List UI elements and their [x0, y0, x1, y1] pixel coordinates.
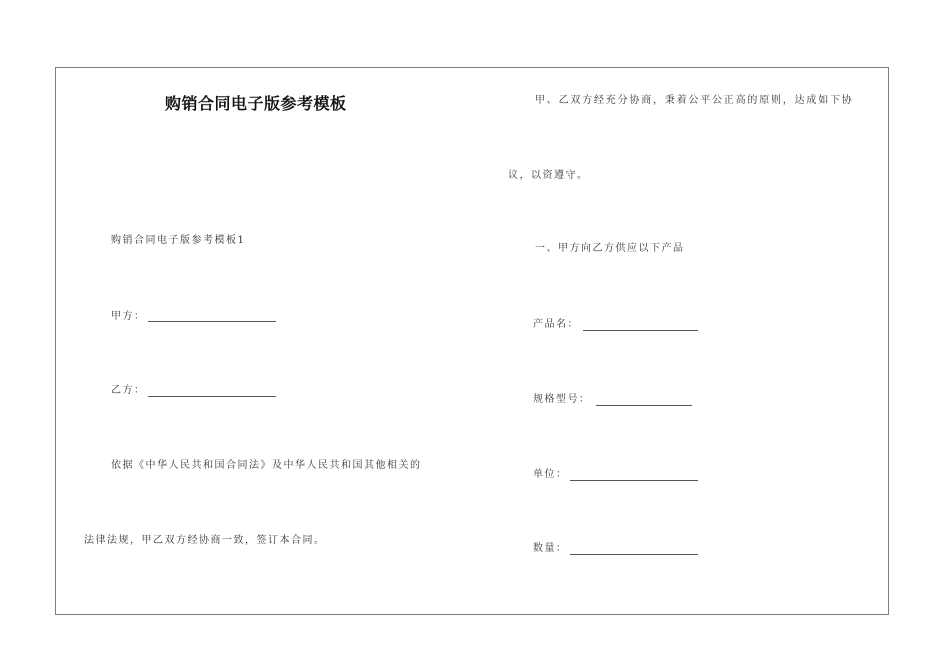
- spec-model-blank: [596, 405, 692, 406]
- principle-text-line1: 甲、乙双方经充分协商，秉着公平公正高的原则，达成如下协: [535, 95, 854, 106]
- unit-blank: [570, 480, 698, 481]
- party-a-label: 甲方：: [111, 311, 146, 322]
- party-a-blank: [148, 321, 276, 322]
- party-b-label: 乙方：: [111, 385, 146, 396]
- subtitle: 购销合同电子版参考模板1: [111, 235, 246, 246]
- party-b-blank: [148, 396, 276, 397]
- quantity-blank: [570, 554, 698, 555]
- spec-model-label: 规格型号：: [533, 394, 591, 405]
- basis-text-line1: 依据《中华人民共和国合同法》及中华人民共和国其他相关的: [111, 460, 422, 471]
- product-name-label: 产品名：: [533, 319, 579, 330]
- page-border: [55, 67, 889, 615]
- quantity-label: 数量：: [533, 543, 568, 554]
- document-title: 购销合同电子版参考模板: [165, 94, 347, 113]
- product-name-blank: [583, 330, 698, 331]
- principle-text-line2: 议，以资遵守。: [508, 170, 589, 181]
- unit-label: 单位：: [533, 469, 568, 480]
- section-1-heading: 一、甲方向乙方供应以下产品: [535, 243, 685, 254]
- basis-text-line2: 法律法规，甲乙双方经协商一致，签订本合同。: [84, 535, 326, 546]
